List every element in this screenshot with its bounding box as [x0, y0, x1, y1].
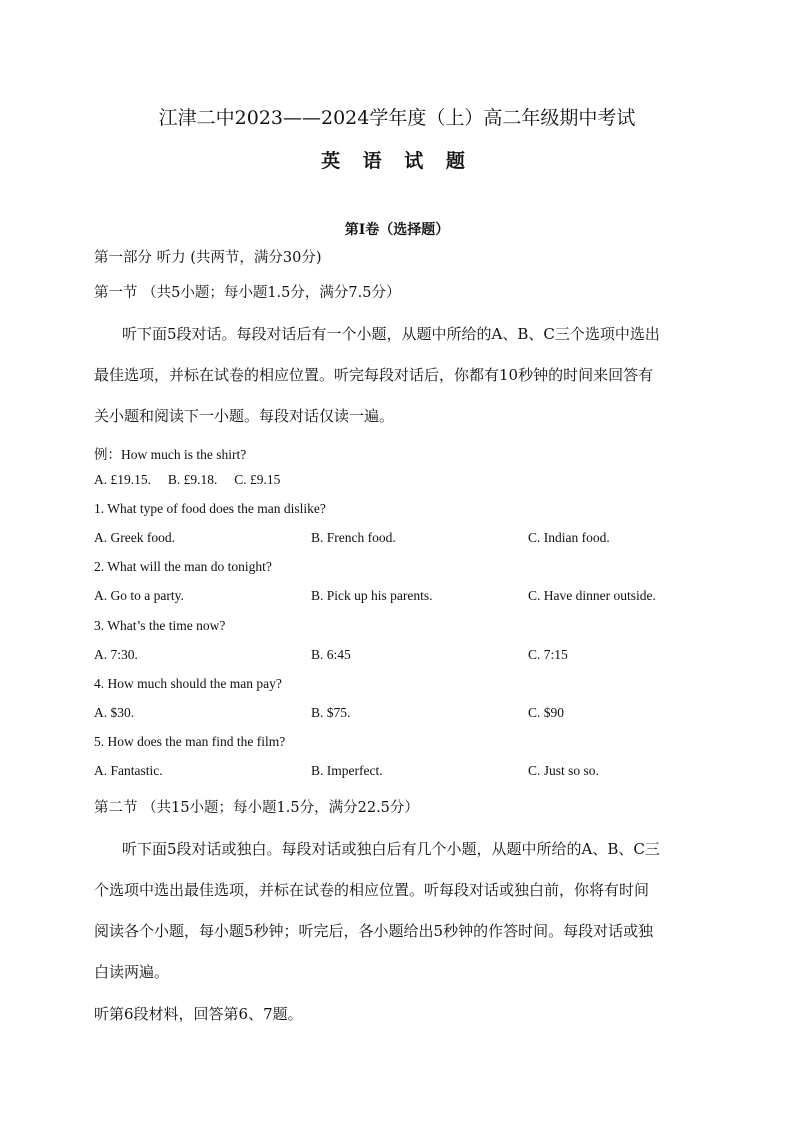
instruction-line: 听下面5段对话。每段对话后有一个小题，从题中所给的A、B、C三个选项中选出: [122, 325, 660, 343]
option-b: B. 6:45: [311, 647, 351, 662]
option-c: C. $90: [528, 705, 565, 720]
option-a: A. Greek food.: [94, 530, 175, 545]
option-b: B. $75.: [311, 705, 351, 720]
option-a: A. Fantastic.: [94, 763, 163, 778]
option-c: C. Indian food.: [528, 530, 610, 545]
option-c: C. Just so so.: [528, 763, 599, 778]
volume-title: 第I卷（选择题）: [344, 222, 450, 238]
option-a: A. $30.: [94, 705, 135, 720]
instruction-line: 阅读各个小题，每小题5秒钟；听完后，各小题给出5秒钟的作答时间。每段对话或独: [94, 922, 654, 940]
material-note: 听第6段材料，回答第6、7题。: [94, 1005, 303, 1023]
section1-heading: 第一节 （共5小题；每小题1.5分，满分7.5分）: [94, 285, 401, 301]
question-text: 5. How does the man find the film?: [94, 734, 286, 749]
instruction-line: 个选项中选出最佳选项，并标在试卷的相应位置。听每段对话或独白前，你将有时间: [94, 881, 650, 899]
question-text: 3. What’s the time now?: [94, 618, 226, 633]
option-b: B. Imperfect.: [311, 763, 383, 778]
option-c: C. Have dinner outside.: [528, 588, 656, 603]
part1-heading: 第一部分 听力 (共两节，满分30分): [94, 250, 322, 266]
option-b: B. French food.: [311, 530, 396, 545]
option-b: B. Pick up his parents.: [311, 588, 433, 603]
option-a: A. 7:30.: [94, 647, 138, 662]
instruction-line: 最佳选项，并标在试卷的相应位置。听完每段对话后，你都有10秒钟的时间来回答有: [94, 366, 654, 384]
example-question: 例：How much is the shirt?: [94, 447, 247, 462]
option-c: C. 7:15: [528, 647, 568, 662]
instruction-line: 听下面5段对话或独白。每段对话或独白后有几个小题，从题中所给的A、B、C三: [122, 840, 660, 858]
subject-title: 英 语 试 题: [321, 150, 473, 172]
question-text: 1. What type of food does the man dislike?: [94, 501, 326, 516]
example-options: A. £19.15. B. £9.18. C. £9.15: [94, 472, 281, 487]
option-a: A. Go to a party.: [94, 588, 184, 603]
section2-heading: 第二节 （共15小题；每小题1.5分，满分22.5分）: [94, 800, 419, 816]
exam-title: 江津二中2023——2024学年度（上）高二年级期中考试: [158, 107, 636, 129]
instruction-line: 白读两遍。: [94, 963, 170, 981]
question-text: 4. How much should the man pay?: [94, 676, 282, 691]
instruction-line: 关小题和阅读下一小题。每段对话仅读一遍。: [94, 407, 395, 425]
question-text: 2. What will the man do tonight?: [94, 559, 272, 574]
